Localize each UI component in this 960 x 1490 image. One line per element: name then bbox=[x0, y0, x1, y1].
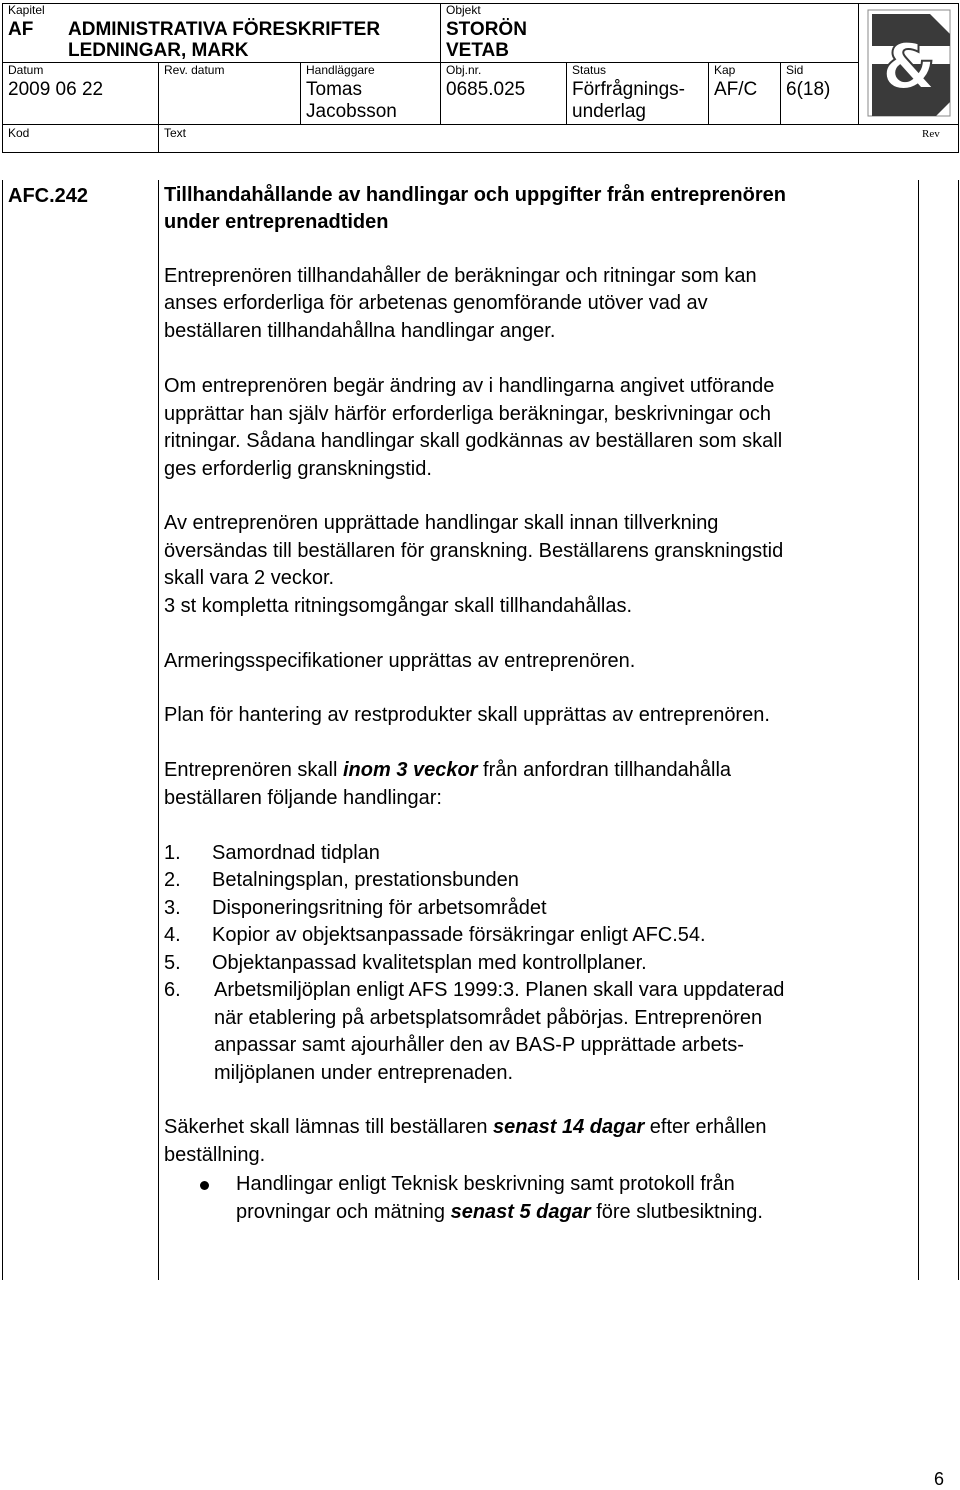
kap-value: AF/C bbox=[714, 79, 758, 100]
paragraph-4: Armeringsspecifikationer upprättas av entreprenören. bbox=[164, 650, 636, 672]
header-col-sep-status bbox=[566, 62, 567, 124]
paragraph-3-line4: 3 st kompletta ritningsomgångar skall tillhandahållas. bbox=[164, 595, 633, 617]
header-bottom-border bbox=[2, 152, 958, 153]
paragraph-1-line1: Entreprenören tillhandahåller de beräkningar och ritningar som kan bbox=[164, 265, 757, 287]
header-col-sep-revdatum bbox=[158, 62, 159, 124]
paragraph-1-line2: anses erforderliga för arbetenas genomförande utöver vad av bbox=[164, 292, 708, 314]
document-title-line2: LEDNINGAR, MARK bbox=[68, 40, 249, 61]
kod-label: Kod bbox=[8, 126, 30, 140]
paragraph-3-line3: skall vara 2 veckor. bbox=[164, 567, 335, 589]
ampersand-logo-icon bbox=[864, 6, 954, 120]
text-label: Text bbox=[164, 126, 187, 140]
objekt-line1: STORÖN bbox=[446, 19, 527, 40]
list-item: Objektanpassad kvalitetsplan med kontrollplaner. bbox=[212, 952, 647, 974]
rev-label: Rev bbox=[922, 128, 940, 140]
datum-value: 2009 06 22 bbox=[8, 79, 104, 100]
list-item-number: 6. bbox=[164, 979, 181, 1001]
header-col-sep-objekt bbox=[440, 3, 441, 124]
kapitel-label: Kapitel bbox=[8, 3, 45, 17]
paragraph-7-line2: beställning. bbox=[164, 1144, 266, 1166]
section-title-line2: under entreprenadtiden bbox=[164, 211, 389, 233]
body-left-border bbox=[2, 180, 3, 1280]
header-kod-separator bbox=[2, 124, 958, 125]
list-item-number: 3. bbox=[164, 897, 181, 919]
paragraph-6-line1 bbox=[164, 757, 731, 785]
paragraph-3-line1: Av entreprenören upprättade handlingar skall innan tillverkning bbox=[164, 512, 719, 534]
list-item-continuation: när etablering på arbetsplatsområdet påbörjas. Entreprenören bbox=[214, 1007, 763, 1029]
sid-label: Sid bbox=[786, 63, 804, 77]
paragraph-7-line1 bbox=[164, 1114, 767, 1142]
header-right-border bbox=[958, 3, 959, 153]
objekt-line2: VETAB bbox=[446, 40, 509, 61]
body-code-separator bbox=[158, 180, 159, 1280]
objnr-value: 0685.025 bbox=[446, 79, 526, 100]
list-item-number: 4. bbox=[164, 924, 181, 946]
header-col-sep-logo bbox=[858, 3, 859, 124]
header-col-sep-kap bbox=[708, 62, 709, 124]
paragraph-6-emphasis: inom 3 veckor bbox=[342, 759, 478, 781]
body-rev-separator bbox=[918, 180, 919, 1280]
revdatum-label: Rev. datum bbox=[164, 63, 225, 77]
handlaggare-line1: Tomas bbox=[306, 79, 362, 100]
paragraph-2-line4: ges erforderlig granskningstid. bbox=[164, 458, 432, 480]
header-left-border bbox=[2, 3, 3, 153]
list-item-continuation: anpassar samt ajourhåller den av BAS-P upprättade arbets- bbox=[214, 1034, 744, 1056]
section-code: AFC.242 bbox=[8, 185, 89, 207]
paragraph-5: Plan för hantering av restprodukter skall upprättas av entreprenören. bbox=[164, 704, 770, 726]
kap-label: Kap bbox=[714, 63, 736, 77]
bullet-icon bbox=[200, 1181, 209, 1190]
status-line2: underlag bbox=[572, 101, 646, 122]
bullet-emphasis: senast 5 dagar bbox=[450, 1201, 591, 1223]
body-right-border bbox=[958, 180, 959, 1280]
list-item-number: 2. bbox=[164, 869, 181, 891]
svg-text:&: & bbox=[881, 30, 937, 103]
section-title-line1: Tillhandahållande av handlingar och uppgifter från entreprenören bbox=[164, 184, 786, 206]
list-item: Samordnad tidplan bbox=[212, 842, 380, 864]
list-item: Arbetsmiljöplan enligt AFS 1999:3. Planen skall vara uppdaterad bbox=[214, 979, 785, 1001]
page-number: 6 bbox=[934, 1469, 945, 1489]
header-col-sep-handlaggare bbox=[300, 62, 301, 124]
paragraph-7-text-before: Säkerhet skall lämnas till beställaren bbox=[164, 1116, 494, 1138]
bullet-line2 bbox=[236, 1199, 763, 1227]
objnr-label: Obj.nr. bbox=[446, 63, 482, 77]
kapitel-value: AF bbox=[8, 19, 34, 40]
handlaggare-line2: Jacobsson bbox=[306, 101, 397, 122]
paragraph-7-text-after: efter erhållen bbox=[644, 1116, 767, 1138]
status-line1: Förfrågnings- bbox=[572, 79, 685, 100]
paragraph-2-line3: ritningar. Sådana handlingar skall godkännas av beställaren som skall bbox=[164, 430, 783, 452]
paragraph-7-emphasis: senast 14 dagar bbox=[493, 1116, 645, 1138]
company-logo bbox=[864, 6, 954, 120]
paragraph-6-text-before: Entreprenören skall bbox=[164, 759, 343, 781]
list-item-continuation: miljöplanen under entreprenaden. bbox=[214, 1062, 514, 1084]
bullet-text-after: före slutbesiktning. bbox=[590, 1201, 763, 1223]
datum-label: Datum bbox=[8, 63, 44, 77]
header-col-sep-sid bbox=[780, 62, 781, 124]
status-label: Status bbox=[572, 63, 607, 77]
paragraph-6-line2: beställaren följande handlingar: bbox=[164, 787, 442, 809]
sid-value: 6(18) bbox=[786, 79, 831, 100]
bullet-line1: Handlingar enligt Teknisk beskrivning samt protokoll från bbox=[236, 1173, 735, 1195]
paragraph-2-line2: upprättar han själv härför erforderliga beräkningar, beskrivningar och bbox=[164, 403, 772, 425]
paragraph-3-line2: översändas till beställaren för granskning. Beställarens granskningstid bbox=[164, 540, 784, 562]
list-item-number: 5. bbox=[164, 952, 181, 974]
list-item: Disponeringsritning för arbetsområdet bbox=[212, 897, 547, 919]
paragraph-1-line3: beställaren tillhandahållna handlingar anger. bbox=[164, 320, 556, 342]
handlaggare-label: Handläggare bbox=[306, 63, 375, 77]
list-item: Kopior av objektsanpassade försäkringar enligt AFC.54. bbox=[212, 924, 706, 946]
bullet-text-before: provningar och mätning bbox=[236, 1201, 451, 1223]
paragraph-2-line1: Om entreprenören begär ändring av i handlingarna angivet utförande bbox=[164, 375, 775, 397]
list-item-number: 1. bbox=[164, 842, 181, 864]
objekt-label: Objekt bbox=[446, 3, 481, 17]
header-col-sep-text bbox=[158, 124, 159, 152]
document-title-line1: ADMINISTRATIVA FÖRESKRIFTER bbox=[68, 19, 381, 40]
paragraph-6-text-after: från anfordran tillhandahålla bbox=[477, 759, 732, 781]
list-item: Betalningsplan, prestationsbunden bbox=[212, 869, 519, 891]
